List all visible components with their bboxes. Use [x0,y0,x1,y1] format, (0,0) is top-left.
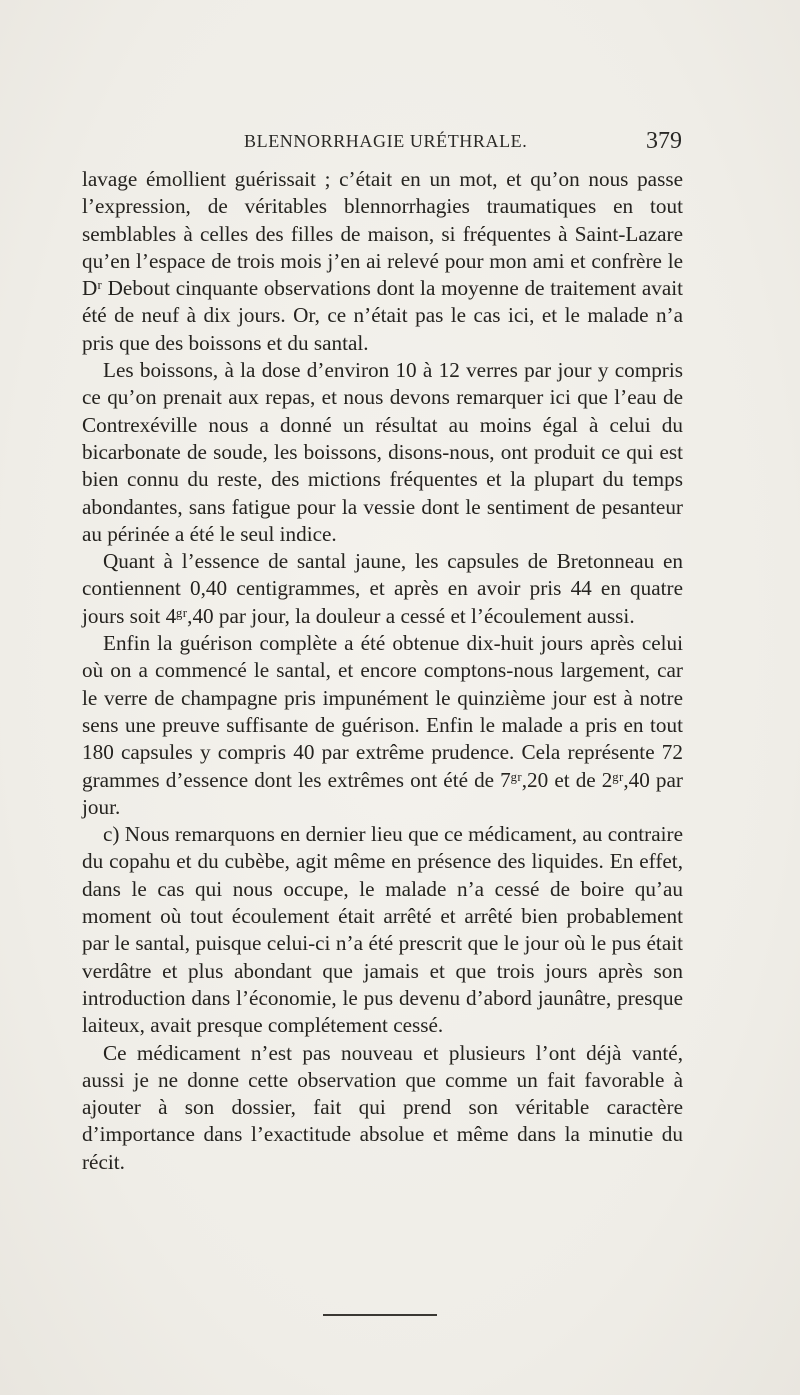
page-header [82,128,682,162]
body-text [82,166,683,1176]
paragraph-continuation: lavage émollient guérissait ; c’était en un mot, et qu’on nous passe l’expression, de véritables blennorrhagies traumatiques en tout semblables à celles des filles de maison, si fréquentes à Saint-Lazare qu’en l’espace de trois mois j’en ai relevé pour mon ami et confrère le Dʳ Debout cinquante observations dont la moyenne de traitement avait été de neuf à dix jours. Or, ce n’était pas le cas ici, et le malade n’a pris que des boissons et du santal. [82,167,683,355]
page-number: 379 [646,128,682,154]
running-head: BLENNORRHAGIE URÉTHRALE. [244,131,528,151]
paragraph-boissons: Les boissons, à la dose d’environ 10 à 12 verres par jour y compris ce qu’on prenait aux repas, et nous devons remarquer ici que l’eau de Contrexéville nous a donné un résultat au moins égal à celui du bicarbonate de soude, les boissons, disons-nous, ont produit ce qui est bien connu du reste, des mictions fréquentes et la plupart du temps abondantes, sans fatigue pour la vessie dont le sentiment de pesanteur au périnée a été le seul indice. [82,358,683,546]
paragraph-guerison: Enfin la guérison complète a été obtenue dix-huit jours après celui où on a commencé le santal, et encore comptons-nous largement, car le verre de champagne pris impunément le quinzième jour est à notre sens une preuve suffisante de guérison. Enfin le malade a pris en tout 180 capsules y compris 40 par extrême prudence. Cela représente 72 grammes d’essence dont les extrêmes ont été de 7ᵍʳ,20 et de 2ᵍʳ,40 par jour. [82,631,683,819]
paragraph-santal: Quant à l’essence de santal jaune, les capsules de Bretonneau en contiennent 0,40 centigrammes, et après en avoir pris 44 en quatre jours soit 4ᵍʳ,40 par jour, la douleur a cessé et l’écoulement aussi. [82,549,683,628]
paragraph-conclusion: Ce médicament n’est pas nouveau et plusieurs l’ont déjà vanté, aussi je ne donne cette observation que comme un fait favorable à ajouter à son dossier, fait qui prend son véritable caractère d’importance dans l’exactitude absolue et même dans la minutie du récit. [82,1040,683,1174]
section-divider [323,1314,437,1316]
paragraph-remark-c: c) Nous remarquons en dernier lieu que ce médicament, au contraire du copahu et du cubèbe, agit même en présence des liquides. En effet, dans le cas qui nous occupe, le malade n’a cessé de boire qu’au moment où tout écoulement était arrêté et arrêté bien probablement par le santal, puisque celui-ci n’a été prescrit que le jour où le pus était verdâtre et plus abondant que jamais et que trois jours après son introduction dans l’économie, le pus devenu d’abord jaunâtre, presque laiteux, avait presque complétement cessé. [82,822,683,1038]
